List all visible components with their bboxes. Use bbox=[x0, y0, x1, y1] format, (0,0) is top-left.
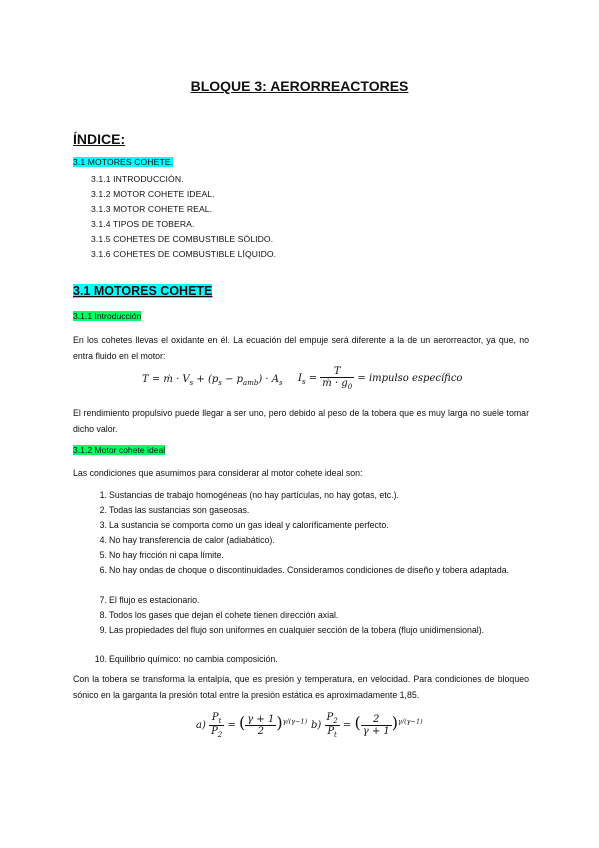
list-text: Todos los gases que dejan el cohete tienen dirección axial. bbox=[109, 610, 339, 620]
section-heading bbox=[73, 284, 212, 298]
toc-main-label: 3.1 MOTORES COHETE. bbox=[73, 157, 174, 167]
toc-item[interactable]: 3.1.6 COHETES DE COMBUSTIBLE LÍQUIDO. bbox=[91, 249, 277, 259]
list-number: 5. bbox=[99, 550, 107, 560]
list-number: 8. bbox=[99, 610, 107, 620]
list-number: 2. bbox=[99, 505, 107, 515]
list-number: 1. bbox=[99, 490, 107, 500]
list-text: El flujo es estacionario. bbox=[109, 595, 200, 605]
list-number: 7. bbox=[99, 595, 107, 605]
toc-item[interactable]: 3.1.2 MOTOR COHETE IDEAL. bbox=[91, 189, 215, 199]
subsection-heading-ideal bbox=[73, 445, 165, 455]
conditions-intro: Las condiciones que asumimos para considerar al motor cohete ideal son: bbox=[73, 468, 363, 478]
list-text: No hay ondas de choque o discontinuidades. Consideramos condiciones de diseño y tobera adaptada. bbox=[109, 565, 510, 575]
performance-paragraph: El rendimiento propulsivo puede llegar a ser uno, pero debido al peso de la tobera que es muy larga no suele tomar dicho valor. bbox=[73, 408, 529, 434]
list-number: 10. bbox=[94, 654, 107, 664]
toc-item[interactable]: 3.1.4 TIPOS DE TOBERA. bbox=[91, 219, 195, 229]
document-title: BLOQUE 3: AERORREACTORES bbox=[190, 78, 409, 94]
list-number: 3. bbox=[99, 520, 107, 530]
nozzle-paragraph: Con la tobera se transforma la entalpía, que es presión y temperatura, en velocidad. Para condiciones de bloqueo sónico en la garganta la presión total entre la presión estática es aproximadamente 1,85. bbox=[73, 674, 529, 700]
list-text: No hay transferencia de calor (adiabático). bbox=[109, 535, 275, 545]
equation-a-label: a) bbox=[196, 720, 206, 731]
conditions-list bbox=[91, 488, 531, 668]
index-heading: ÍNDICE: bbox=[73, 131, 126, 147]
toc-item[interactable]: 3.1.5 COHETES DE COMBUSTIBLE SÓLIDO. bbox=[91, 234, 274, 244]
toc-item[interactable]: 3.1.3 MOTOR COHETE REAL. bbox=[91, 204, 213, 214]
list-text: Todas las sustancias son gaseosas. bbox=[109, 505, 250, 515]
thrust-equation: T = ṁ · $V_s + (p_s - p_{amb}) \cdot A_s$ bbox=[142, 374, 283, 387]
specific-impulse-equation: $I_s$ = $\frac{T}{ṁ \cdot g_0}$ = impulso específico bbox=[298, 366, 463, 391]
list-text: Equilibrio químico: no cambia composición. bbox=[109, 654, 278, 664]
list-text: La sustancia se comporta como un gas ideal y caloríficamente perfecto. bbox=[109, 520, 389, 530]
list-text: Sustancias de trabajo homogéneas (no hay partículas, no hay gotas, etc.). bbox=[109, 490, 399, 500]
toc-item[interactable]: 3.1.1 INTRODUCCIÓN. bbox=[91, 174, 184, 184]
subsection-heading-intro-label: 3.1.1 Introducción bbox=[73, 311, 142, 321]
pressure-ratio-equation-b: b) $\frac{P_2}{P_t}$ = ( $\frac{2}{\gamma + 1}$ )$^{\gamma/(\gamma-1)}$ bbox=[311, 712, 423, 739]
section-heading-label: 3.1 MOTORES COHETE bbox=[73, 284, 213, 298]
list-text: No hay fricción ni capa límite. bbox=[109, 550, 224, 560]
list-number: 6. bbox=[99, 565, 107, 575]
subsection-heading-ideal-label: 3.1.2 Motor cohete ideal bbox=[73, 445, 166, 455]
pressure-ratio-equation-a: a) $\frac{P_t}{P_2}$ = ( $\frac{\gamma + 1}{2}$ )$^{\gamma/(\gamma-1)}$ bbox=[196, 712, 308, 739]
list-number: 4. bbox=[99, 535, 107, 545]
toc-main-item[interactable] bbox=[73, 157, 173, 167]
list-text: Las propiedades del flujo son uniformes en cualquier sección de la tobera (flujo unidimensional). bbox=[109, 625, 485, 635]
specific-impulse-label: impulso específico bbox=[368, 373, 463, 384]
intro-paragraph: En los cohetes llevas el oxidante en él. La ecuación del empuje será diferente a la de un aerorreactor, ya que, no entra fluido en el motor: bbox=[73, 335, 529, 361]
equation-b-label: b) bbox=[311, 720, 322, 731]
list-number: 9. bbox=[99, 625, 107, 635]
subsection-heading-intro bbox=[73, 311, 141, 321]
